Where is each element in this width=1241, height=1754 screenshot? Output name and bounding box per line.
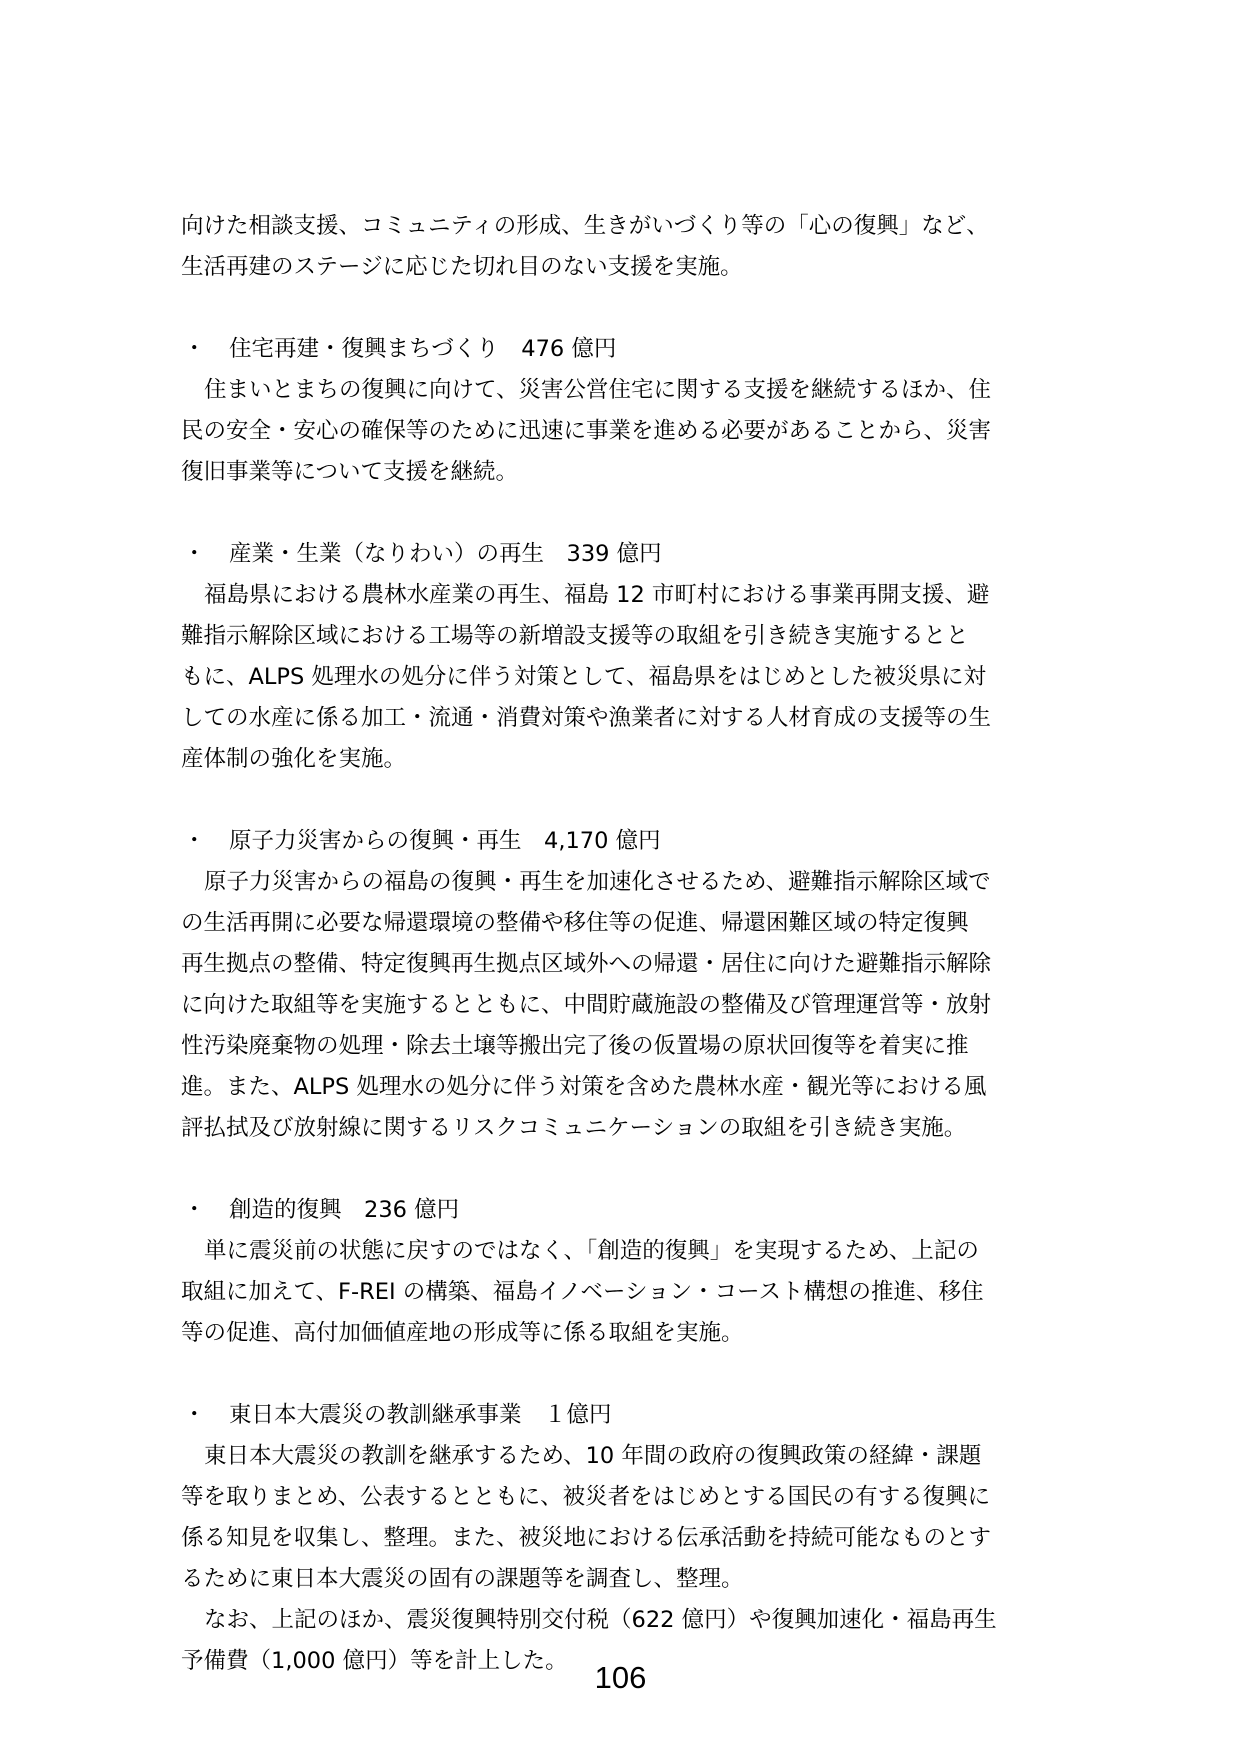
section-heading-text: 創造的復興 236 億円: [229, 1197, 460, 1223]
body-line: 単に震災前の状態に戻すのではなく、「創造的復興」を実現するため、上記の: [204, 1238, 979, 1264]
section-heading-industry: [181, 534, 1069, 575]
section-body-housing: [181, 370, 1069, 493]
body-line: 評払拭及び放射線に関するリスクコミュニケーションの取組を引き続き実施。: [181, 1115, 967, 1141]
body-line: 等の促進、高付加価値産地の形成等に係る取組を実施。: [181, 1320, 744, 1346]
section-heading-text: 産業・生業（なりわい）の再生 339 億円: [229, 541, 662, 567]
bullet-marker: ・: [183, 1402, 206, 1428]
document-body: [181, 206, 1069, 1682]
body-line: 係る知見を収集し、整理。また、被災地における伝承活動を持続可能なものとす: [181, 1525, 992, 1551]
body-line: 復旧事業等について支援を継続。: [181, 459, 519, 485]
body-line: 産体制の強化を実施。: [181, 746, 407, 772]
body-line: 再生拠点の整備、特定復興再生拠点区域外への帰還・居住に向けた避難指示解除: [181, 951, 992, 977]
bullet-marker: ・: [183, 336, 206, 362]
body-line: るために東日本大震災の固有の課題等を調査し、整理。: [181, 1566, 744, 1592]
intro-line-2: 生活再建のステージに応じた切れ目のない支援を実施。: [181, 254, 743, 280]
intro-line-1: 向けた相談支援、コミュニティの形成、生きがいづくり等の「心の復興」など、: [181, 213, 989, 239]
body-line: しての水産に係る加工・流通・消費対策や漁業者に対する人材育成の支援等の生: [181, 705, 992, 731]
bullet-marker: ・: [183, 828, 206, 854]
body-line: 民の安全・安心の確保等のために迅速に事業を進める必要があることから、災害: [181, 418, 992, 444]
body-line: 難指示解除区域における工場等の新増設支援等の取組を引き続き実施するとと: [181, 623, 969, 649]
body-line: もに、ALPS 処理水の処分に伴う対策として、福島県をはじめとした被災県に対: [181, 664, 986, 690]
section-heading-text: 住宅再建・復興まちづくり 476 億円: [229, 336, 617, 362]
body-line: 東日本大震災の教訓を継承するため、10 年間の政府の復興政策の経緯・課題: [204, 1443, 982, 1469]
body-line: 福島県における農林水産業の再生、福島 12 市町村における事業再開支援、避: [204, 582, 990, 608]
body-line: 原子力災害からの福島の復興・再生を加速化させるため、避難指示解除区域で: [204, 869, 991, 895]
body-line: 等を取りまとめ、公表するとともに、被災者をはじめとする国民の有する復興に: [181, 1484, 991, 1510]
bullet-marker: ・: [183, 541, 206, 567]
section-heading-creative: [181, 1190, 1069, 1231]
body-line: の生活再開に必要な帰還環境の整備や移住等の促進、帰還困難区域の特定復興: [181, 910, 969, 936]
intro-paragraph: [181, 206, 1069, 288]
body-line: に向けた取組等を実施するとともに、中間貯蔵施設の整備及び管理運営等・放射: [181, 992, 992, 1018]
body-line: なお、上記のほか、震災復興特別交付税（622 億円）や復興加速化・福島再生: [204, 1607, 997, 1633]
section-body-creative: [181, 1231, 1069, 1354]
bullet-marker: ・: [183, 1197, 206, 1223]
section-body-lessons: [181, 1436, 1069, 1600]
body-line: 予備費（1,000 億円）等を計上した。: [181, 1648, 568, 1674]
section-heading-housing: [181, 329, 1069, 370]
body-line: 性汚染廃棄物の処理・除去土壌等搬出完了後の仮置場の原状回復等を着実に推: [181, 1033, 969, 1059]
body-line: 進。また、ALPS 処理水の処分に伴う対策を含めた農林水産・観光等における風: [181, 1074, 987, 1100]
page-number: 106: [594, 1660, 647, 1695]
section-heading-lessons: [181, 1395, 1069, 1436]
body-line: 取組に加えて、F-REI の構築、福島イノベーション・コースト構想の推進、移住: [181, 1279, 984, 1305]
section-body-industry: [181, 575, 1069, 780]
section-body-nuclear: [181, 862, 1069, 1149]
body-line: 住まいとまちの復興に向けて、災害公営住宅に関する支援を継続するほか、住: [204, 377, 992, 403]
section-heading-text: 東日本大震災の教訓継承事業 １億円: [229, 1402, 612, 1428]
section-heading-text: 原子力災害からの復興・再生 4,170 億円: [229, 828, 661, 854]
section-heading-nuclear: [181, 821, 1069, 862]
